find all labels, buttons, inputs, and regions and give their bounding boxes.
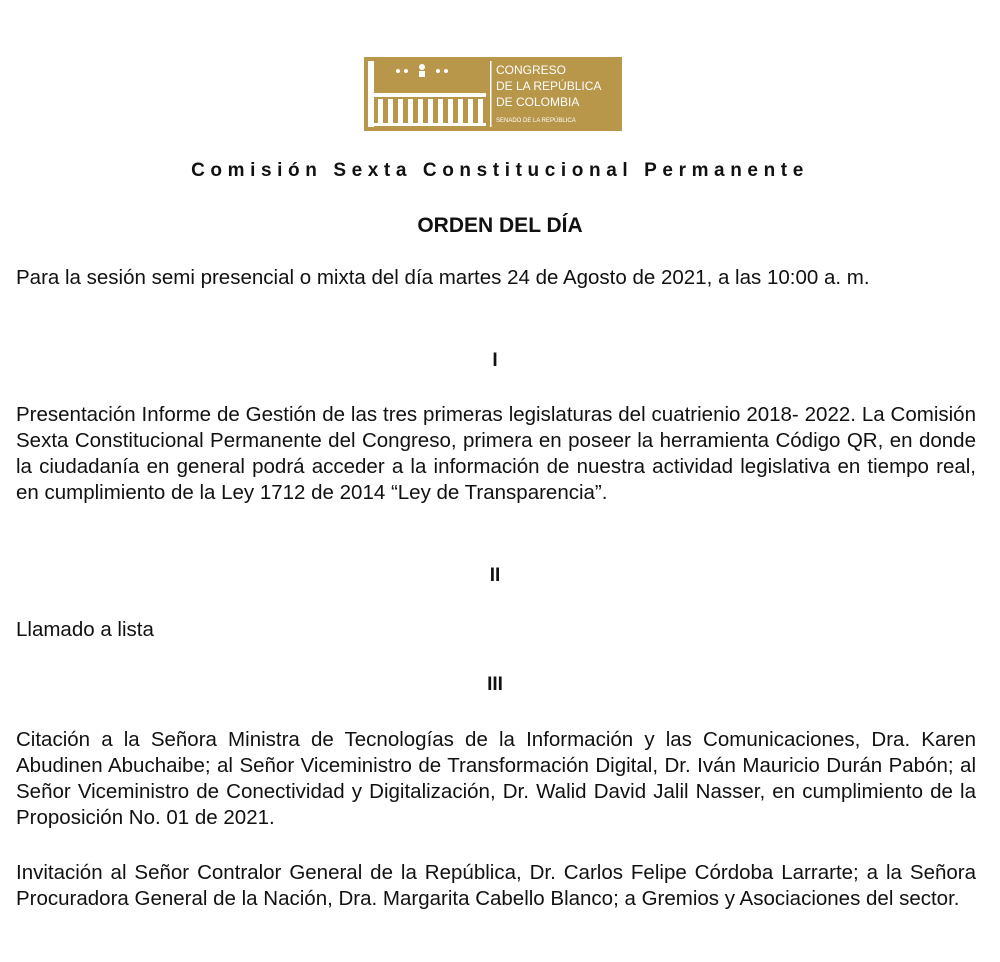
section-2-paragraph: Llamado a lista	[16, 618, 154, 641]
session-paragraph: Para la sesión semi presencial o mixta del día martes 24 de Agosto de 2021, a las 10:00 a. m.	[16, 266, 870, 289]
logo-line-3: DE COLOMBIA	[496, 95, 580, 109]
logo-line-2: DE LA REPÚBLICA	[496, 79, 602, 93]
section-numeral-1: I	[492, 350, 498, 371]
section-3-paragraph-1: Citación a la Señora Ministra de Tecnologías de la Información y las Comunicaciones, Dra. Karen Abudinen Abuchaibe; al Señor Viceministro de Transformación Digital, Dr. Iván Mauricio Durán Pabón; al Señor Viceministro de Conectividad y Digitalización, Dr. Walid David Jalil Nasser, en cumplimiento de la Proposición No. 01 de 2021.	[16, 728, 976, 829]
congress-logo	[364, 57, 622, 131]
commission-heading: Comisión Sexta Constitucional Permanente	[191, 160, 809, 181]
congress-seal-icon	[364, 57, 622, 131]
logo-line-1: CONGRESO	[496, 63, 567, 77]
logo-line-4: SENADO DE LA REPÚBLICA	[496, 118, 576, 124]
section-3-paragraph-2: Invitación al Señor Contralor General de la República, Dr. Carlos Felipe Córdoba Larrarte; a la Señora Procuradora General de la Nación, Dra. Margarita Cabello Blanco; a Gremios y Asociaciones del sector.	[16, 861, 976, 910]
section-numeral-3: III	[487, 674, 503, 695]
page-title: ORDEN DEL DÍA	[417, 214, 583, 237]
section-1-paragraph: Presentación Informe de Gestión de las tres primeras legislaturas del cuatrienio 2018- 2022. La Comisión Sexta Constitucional Permanente del Congreso, primera en poseer la herramienta Código QR, en donde la ciudadanía en general podrá acceder a la información de nuestra actividad legislativa en tiempo real, en cumplimiento de la Ley 1712 de 2014 “Ley de Transparencia”.	[16, 403, 976, 504]
section-numeral-2: II	[489, 565, 501, 586]
